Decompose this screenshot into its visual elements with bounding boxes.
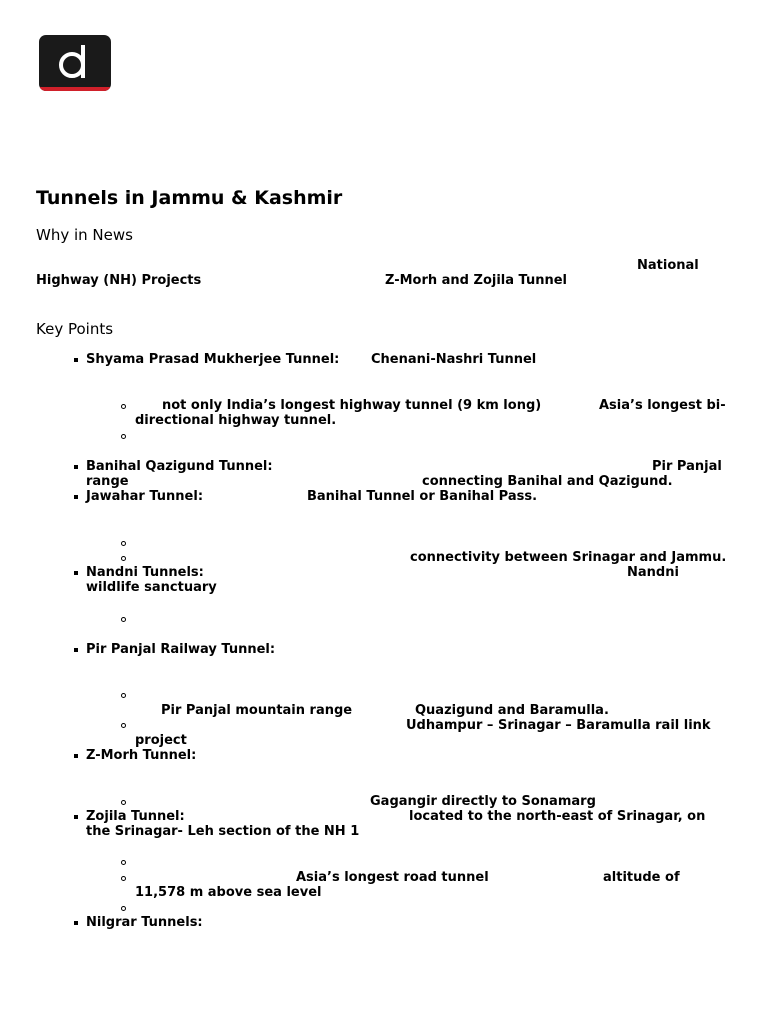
bullet-square [74,571,78,575]
zojila-sub2-t3: 11,578 m above sea level [135,885,322,900]
zojila-sub2-t1: Asia’s longest road tunnel [296,870,489,885]
bullet-circle [121,860,126,865]
shyama-label: Shyama Prasad Mukherjee Tunnel: [86,352,340,367]
nandni-t1: Nandni [627,565,679,580]
bullet-circle [121,541,126,546]
nilgrar-label: Nilgrar Tunnels: [86,915,203,930]
shyama-sub1-t1: not only India’s longest highway tunnel (9 km long) [162,398,542,413]
jawahar-t1: Banihal Tunnel or Banihal Pass. [307,489,538,504]
zmorh-label: Z-Morh Tunnel: [86,748,197,763]
bullet-circle [121,404,126,409]
pirpanjal-sub2-t1: Udhampur – Srinagar – Baramulla rail link [406,718,711,733]
jawahar-sub2: connectivity between Srinagar and Jammu. [410,550,727,565]
key-points-heading: Key Points [36,320,114,338]
logo-d-icon [39,35,111,91]
banihal-t1: Pir Panjal [652,459,722,474]
pirpanjal-sub2-t2: project [135,733,187,748]
shyama-sub1-t2: Asia’s longest bi- [599,398,726,413]
banihal-t2: range [86,474,129,489]
bullet-square [74,754,78,758]
jawahar-label: Jawahar Tunnel: [86,489,204,504]
nandni-t2: wildlife sanctuary [86,580,217,595]
bullet-square [74,648,78,652]
bullet-circle [121,693,126,698]
shyama-sub1-t3: directional highway tunnel. [135,413,337,428]
pirpanjal-sub1-t1: Pir Panjal mountain range [161,703,353,718]
bullet-square [74,921,78,925]
banihal-t3: connecting Banihal and Qazigund. [422,474,673,489]
why-text-2: Highway (NH) Projects [36,273,202,288]
bullet-circle [121,800,126,805]
why-text-3: Z-Morh and Zojila Tunnel [385,273,568,288]
bullet-circle [121,434,126,439]
drishti-logo [39,35,111,91]
bullet-circle [121,876,126,881]
page-title: Tunnels in Jammu & Kashmir [36,187,343,209]
banihal-label: Banihal Qazigund Tunnel: [86,459,273,474]
zojila-label: Zojila Tunnel: [86,809,185,824]
shyama-name: Chenani-Nashri Tunnel [371,352,537,367]
zojila-t1: located to the north-east of Srinagar, on [409,809,706,824]
nandni-label: Nandni Tunnels: [86,565,204,580]
bullet-circle [121,723,126,728]
bullet-circle [121,617,126,622]
zojila-t2: the Srinagar- Leh section of the NH 1 [86,824,360,839]
logo-accent-bar [39,87,111,91]
zojila-sub2-t2: altitude of [603,870,680,885]
pirpanjal-label: Pir Panjal Railway Tunnel: [86,642,276,657]
bullet-square [74,815,78,819]
bullet-square [74,465,78,469]
why-text-1: National [637,258,699,273]
bullet-circle [121,556,126,561]
pirpanjal-sub1-t2: Quazigund and Baramulla. [415,703,609,718]
zmorh-sub1: Gagangir directly to Sonamarg [370,794,596,809]
bullet-square [74,358,78,362]
bullet-circle [121,906,126,911]
bullet-square [74,495,78,499]
why-in-news-heading: Why in News [36,226,133,244]
